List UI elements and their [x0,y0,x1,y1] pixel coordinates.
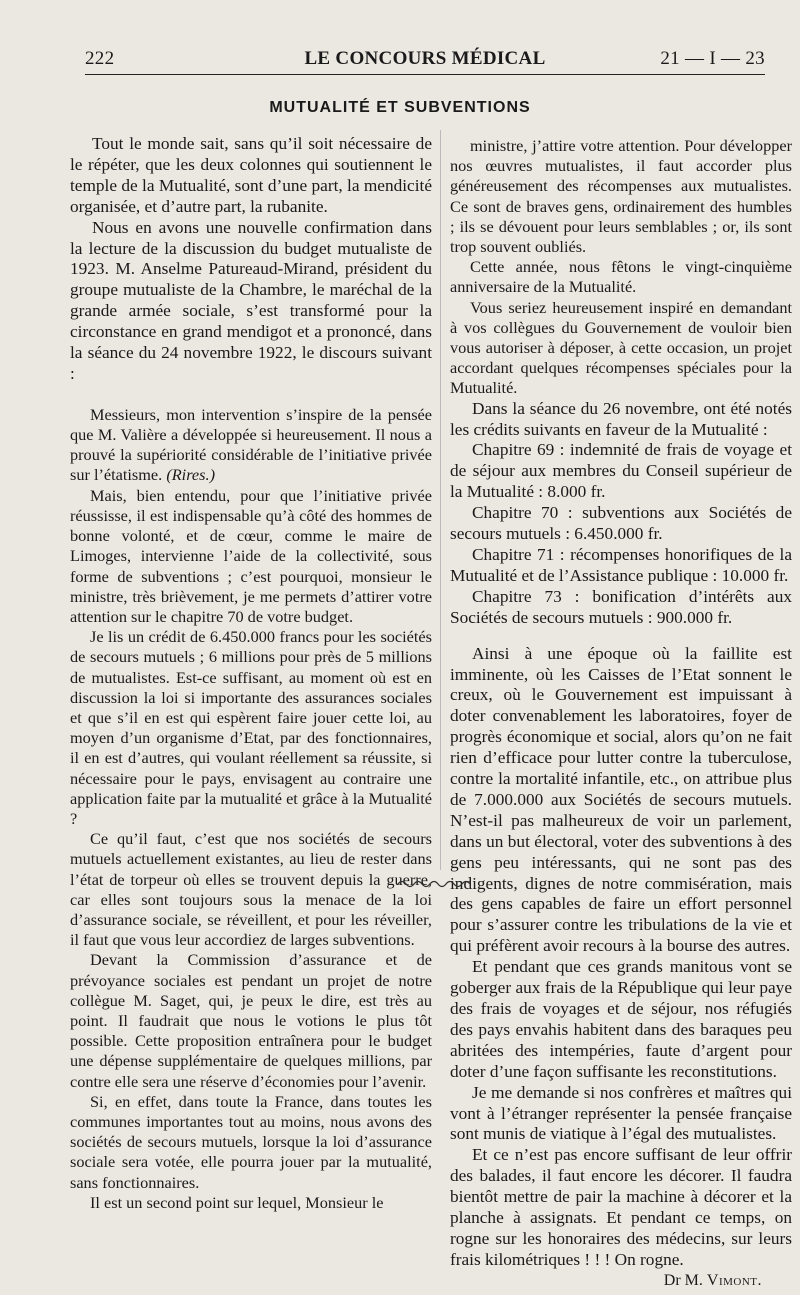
speech-paragraph: Ce qu’il faut, c’est que nos sociétés de secours mutuels actuellement existantes, au lieu de rester dans l’état de torpeur où elles se trouvent depuis la guerre, car elles sont toujours sous la menace de la loi d’assurance sociale, se réveillent, et pour les réveiller, il faut que vous leur accordiez de larges subventions. [70,829,432,950]
credit-item: Chapitre 71 : récompenses honorifiques de la Mutualité et de l’Assistance publique : 10.000 fr. [450,544,792,585]
issue-date: 21 — I — 23 [660,48,765,69]
speech-paragraph: Vous seriez heureusement inspiré en demandant à vos collègues du Gouvernement de vouloir bien vous autoriser à déposer, à cette occasion, un projet accordant quelques récompenses spéciales pour la Mutualité. [450,297,792,398]
paragraph: Ainsi à une époque où la faillite est imminente, où les Caisses de l’Etat sonnent le creux, où le Gouvernement est impuissant à doter convenablement les laboratoires, foyer de progrès économique et social, alors qu’on ne fait rien d’efficace pour lutter contre la tuberculose, contre la mortalité infantile, etc., on attribue plus de 7.000.000 aux Sociétés de secours mutuels. N’est-il pas malheureux de voir un parlement, dans un but électoral, voter des subventions à des gens peu intéressants, qui ne sont pas des indigents, dignes de notre commisération, mais des gens capables de faire un effort personnel pour s’assurer contre les tribulations de la vie et qui préfèrent avoir recours à la bourse des autres. [450,643,792,956]
speech-paragraph: Si, en effet, dans toute la France, dans toutes les communes importantes tout au moins, nous avons des sociétés de secours mutuels, lorsque la loi d’assurance sociale sera votée, elle pourra jouer par la mutualité, sans fonctionnaires. [70,1091,432,1192]
paragraph: Et pendant que ces grands manitous vont se goberger aux frais de la République qui leur paye des frais de voyages et de séjour, nos réfugiés des pays envahis habitent dans des baraques peu abritées des intempéries, faute d’argent pour doter d’une façon suffisante les reconstitutions. [450,957,792,1081]
speech-paragraph: Mais, bien entendu, pour que l’initiative privée réussisse, il est indispensable qu’à côté des hommes de bonne volonté, et de cœur, comme le maire de Limoges, intervienne l’aide de la collectivité, sous forme de subventions ; c’est pourquoi, monsieur le ministre, très brièvement, je me permets d’attirer votre attention sur le chapitre 70 de votre budget. [70,485,432,626]
author-signature [450,1271,792,1292]
spacer [450,629,792,644]
paragraph: Et ce n’est pas encore suffisant de leur offrir des balades, il faut encore les décorer. Il faudra bientôt mettre de pair la machine à décorer et la planche à assignats. Et pendant ce temps, on rogne sur les honoraires des médecins, sur leurs frais kilométriques ! ! ! On rogne. [450,1145,792,1269]
speech-quote [70,405,432,1213]
left-column [70,134,432,1213]
article-title: MUTUALITÉ ET SUBVENTIONS [269,99,531,116]
journal-title: LE CONCOURS MÉDICAL [304,48,546,69]
credit-item: Chapitre 69 : indemnité de frais de voyage et de séjour aux membres du Conseil supérieur de la Mutualité : 8.000 fr. [450,440,792,502]
paragraph: Dans la séance du 26 novembre, ont été notés les crédits suivants en faveur de la Mutualité : [450,398,792,439]
signature-name: Vimont. [706,1271,762,1289]
credit-item: Chapitre 73 : bonification d’intérêts aux Sociétés de secours mutuels : 900.000 fr. [450,586,792,627]
speech-paragraph [70,405,432,486]
speech-quote-continued [450,136,792,399]
page-number: 222 [85,48,115,69]
paragraph: Je me demande si nos confrères et maîtres qui vont à l’étranger représenter la pensée française sont munis de viatique à l’égal des mutualistes. [450,1082,792,1144]
speech-paragraph: Je lis un crédit de 6.450.000 francs pour les sociétés de secours mutuels ; 6 millions pour près de 5 millions de mutualistes. Est-ce suffisant, au moment où est en discussion la loi si importante des assurances sociales et que s’il en est qui espèrent faire jouer cette loi, au moyen d’un organisme d’Etat, par des fonctionnaires, il en est d’autres, qui voulant réellement sa réussite, si nécessaire pour le pays, envisagent au contraire une application faite par la mutualité et grâce à la Mutualité ? [70,627,432,828]
speech-paragraph: Devant la Commission d’assurance et de prévoyance sociales est pendant un projet de notre collègue M. Saget, qui, je peux le dire, est très au point. Il faudrait que nous le votions le plus tôt possible. Cette proposition entraînera pour le budget une dépense supplémentaire de quelques millions, par contre elle sera une réserve d’économies pour l’avenir. [70,950,432,1091]
speech-paragraph: Cette année, nous fêtons le vingt-cinquième anniversaire de la Mutualité. [450,257,792,297]
column-divider [440,130,441,870]
laughter-note: (Rires.) [166,465,215,485]
tail-ornament [396,878,476,890]
speech-text: Messieurs, mon intervention s’inspire de la pensée que M. Valière a développée si heureusement. Il nous a prouvé la supériorité considérable de l’initiative privée sur l’étatisme. [70,404,432,485]
signature-prefix: Dr M. [663,1271,703,1289]
credit-item: Chapitre 70 : subventions aux Sociétés de secours mutuels : 6.450.000 fr. [450,503,792,544]
page-header [85,44,765,75]
speech-paragraph: Il est un second point sur lequel, Monsieur le [90,1192,384,1212]
paragraph: Tout le monde sait, sans qu’il soit nécessaire de le répéter, que les deux colonnes qui soutiennent le temple de la Mutualité, sont d’une part, la mendicité organisée, et d’autre part, la rubanite. [70,134,432,216]
right-column [450,134,792,1292]
spacer [70,385,432,403]
paragraph: Nous en avons une nouvelle confirmation dans la lecture de la discussion du budget mutualiste de 1923. M. Anselme Patureaud-Mirand, président du groupe mutualiste de la Chambre, le maréchal de la grande armée sociale, s’est transformé pour la circonstance en grand mendigot et a prononcé, dans la séance du 24 novembre 1922, le discours suivant : [70,217,432,383]
speech-paragraph: ministre, j’attire votre attention. Pour développer nos œuvres mutualistes, il faut accorder plus généreusement des récompenses aux mutualistes. Ce sont de braves gens, ordinairement des humbles ; ils se dévouent pour leurs semblables ; or, ils sont trop souvent oubliés. [450,136,792,257]
